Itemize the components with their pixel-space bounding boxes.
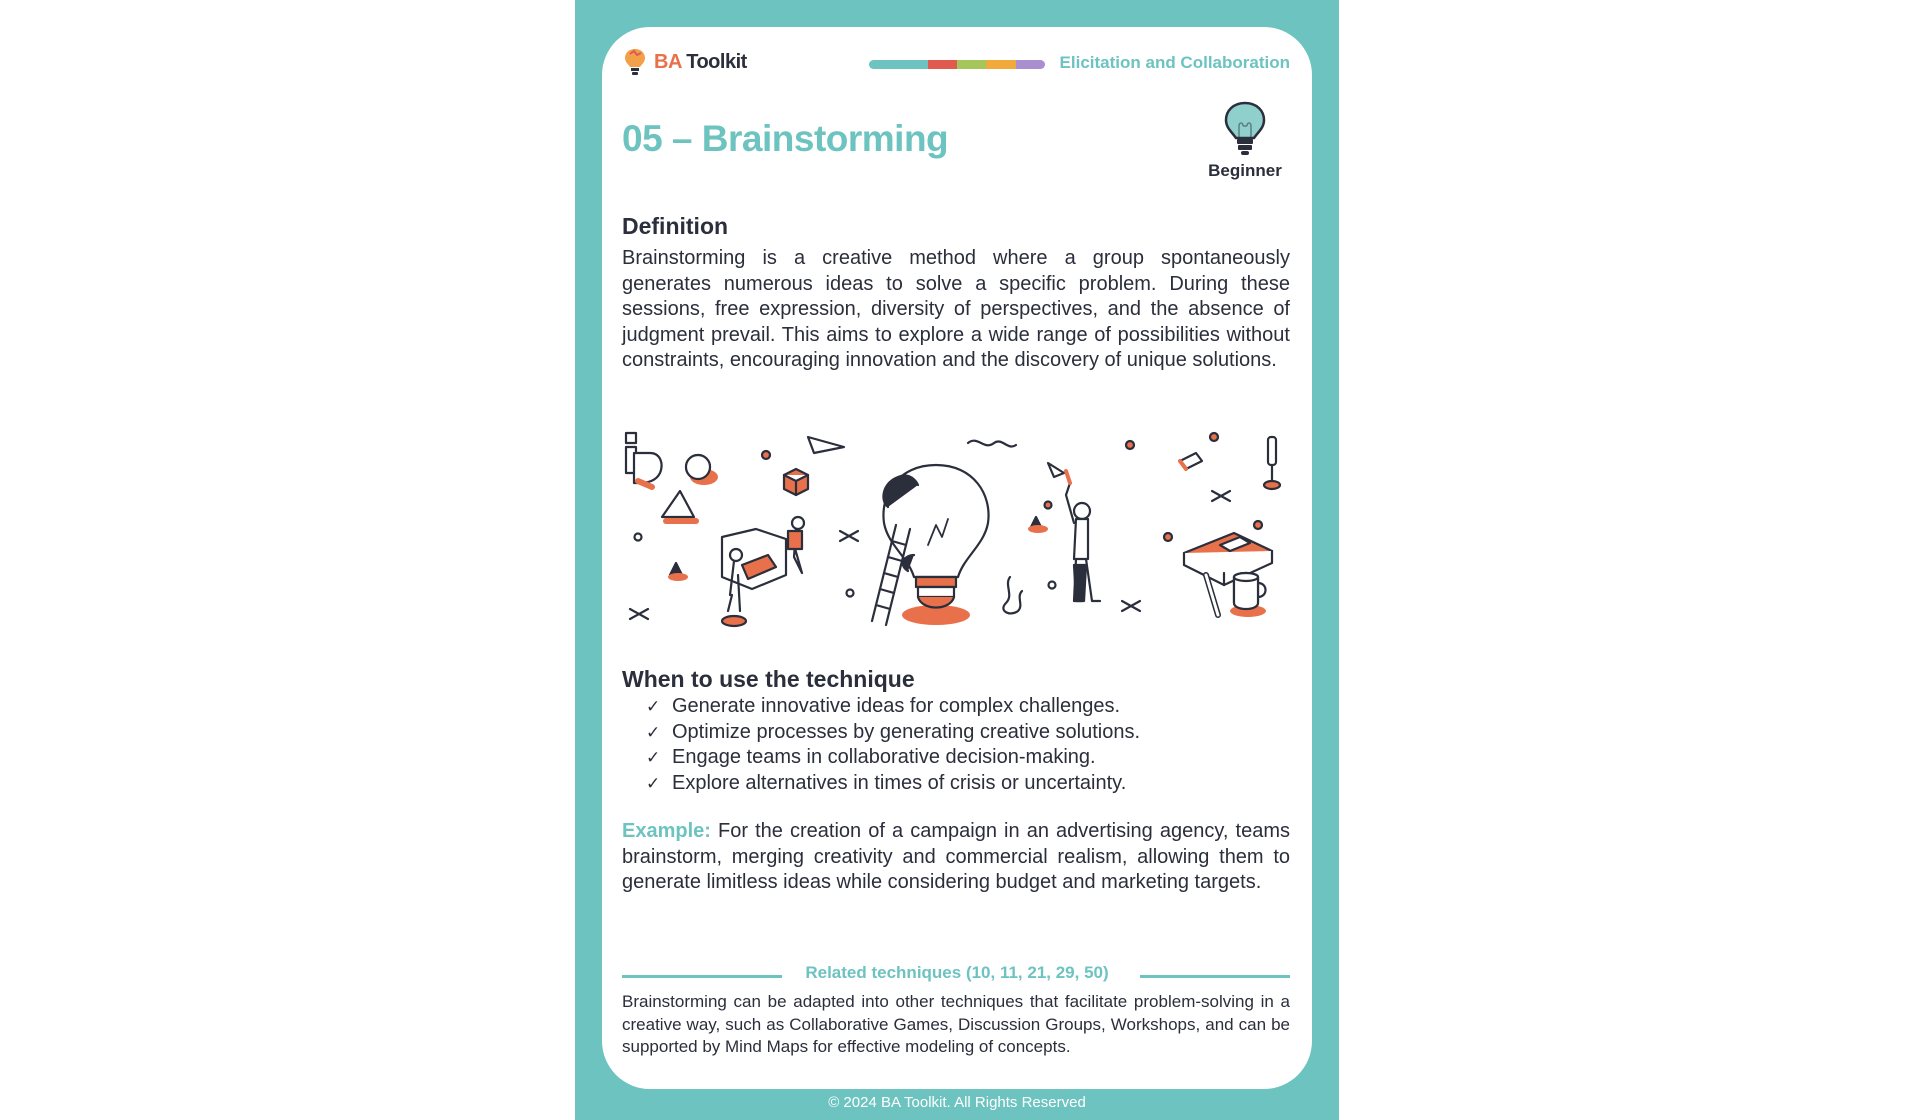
list-item [646,720,1140,746]
logo-ba-text: BA [654,50,682,73]
color-bar-segment [869,60,898,69]
when-to-use-list [646,694,1140,796]
level-badge [1200,100,1290,181]
category-label: Elicitation and Collaboration [1059,53,1290,72]
related-techniques-title: Related techniques (10, 11, 21, 29, 50) [805,963,1109,982]
color-bar-segment [928,60,957,69]
checkmark-icon: ✓ [646,697,661,716]
example-label: Example: [622,820,711,842]
related-divider-right [1140,975,1290,978]
list-item [646,745,1140,771]
brainstorming-illustration [618,425,1294,630]
color-bar-segment [1016,60,1045,69]
list-item-text: Engage teams in collaborative decision-making. [672,746,1096,768]
list-item [646,771,1140,797]
example-text: For the creation of a campaign in an advertising agency, teams brainstorm, merging creativity and commercial realism, allowing them to generate limitless ideas while considering budget and marketing targets. [622,820,1290,894]
letter-i-dot [626,433,636,443]
checkmark-icon: ✓ [646,773,661,793]
list-item-text: Explore alternatives in times of crisis or uncertainty. [672,771,1127,794]
category-color-bar [869,60,1045,69]
lightbulb-icon [1222,100,1268,158]
copyright-footer: © 2024 BA Toolkit. All Rights Reserved [828,1094,1086,1111]
logo-lightbulb-icon [622,46,648,78]
color-bar-segment [957,60,986,69]
list-item [646,694,1140,720]
logo [622,46,747,78]
related-divider-left [622,975,782,978]
color-bar-segment [898,60,927,69]
list-item-text: Generate innovative ideas for complex challenges. [672,695,1121,717]
when-to-use-heading: When to use the technique [622,666,915,692]
page-title: 05 – Brainstorming [622,118,949,159]
checkmark-icon: ✓ [646,748,661,767]
level-label: Beginner [1208,161,1282,180]
definition-text: Brainstorming is a creative method where a group spontaneously generates numerous ideas to solve a specific problem. During these sessions, free expression, diversity of perspectives, and the absence of judgment prevail. This aims to explore a wide range of possibilities without constraints, encouraging innovation and the discovery of unique solutions. [622,247,1290,372]
example-paragraph [622,819,1290,896]
related-techniques-text: Brainstorming can be adapted into other techniques that facilitate problem-solving in a creative way, such as Collaborative Games, Discussion Groups, Workshops, and can be supported by Mind Maps for effective modeling of concepts. [622,992,1290,1056]
list-item-text: Optimize processes by generating creative solutions. [672,720,1141,743]
checkmark-icon: ✓ [646,722,661,742]
logo-toolkit-text: Toolkit [686,50,747,73]
color-bar-segment [986,60,1015,69]
definition-heading: Definition [622,213,729,239]
